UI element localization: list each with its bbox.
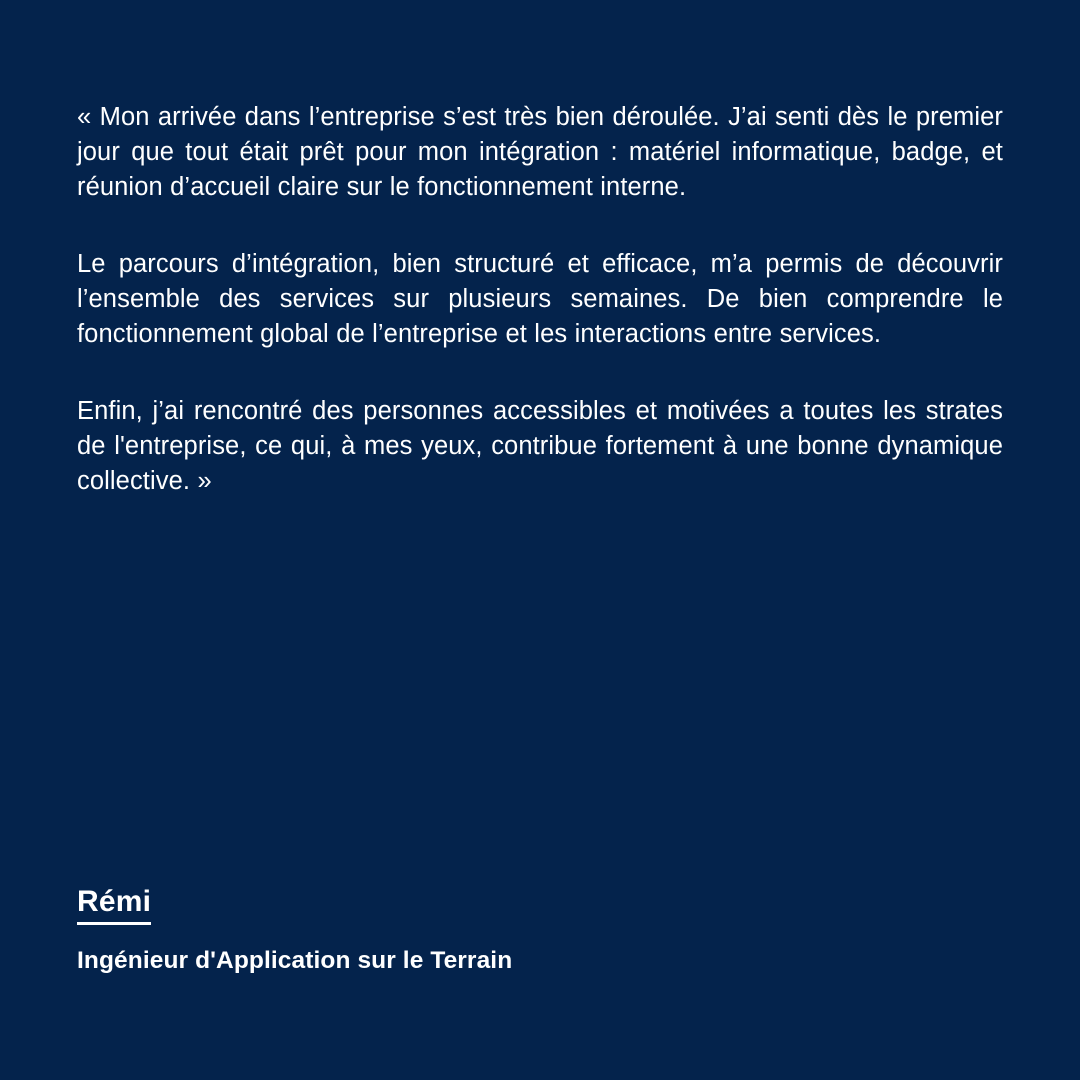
author-role: Ingénieur d'Application sur le Terrain [77, 947, 513, 974]
testimonial-paragraph-3: Enfin, j’ai rencontré des personnes accessibles et motivées a toutes les strates de l'entreprise, ce qui, à mes yeux, contribue fortement à une bonne dynamique collective. » [77, 397, 1003, 495]
testimonial-paragraph-2: Le parcours d’intégration, bien structuré et efficace, m’a permis de découvrir l’ensemble des services sur plusieurs semaines. De bien comprendre le fonctionnement global de l’entreprise et les interactions entre services. [77, 250, 1003, 348]
author-signature [77, 884, 1003, 977]
testimonial-paragraph-1: « Mon arrivée dans l’entreprise s’est très bien déroulée. J’ai senti dès le premier jour que tout était prêt pour mon intégration : matériel informatique, badge, et réunion d’accueil claire sur le fonctionnement interne. [77, 103, 1003, 201]
testimonial-quote-block [77, 100, 1003, 499]
author-name-row [77, 884, 1003, 925]
author-name: Rémi [77, 884, 151, 925]
